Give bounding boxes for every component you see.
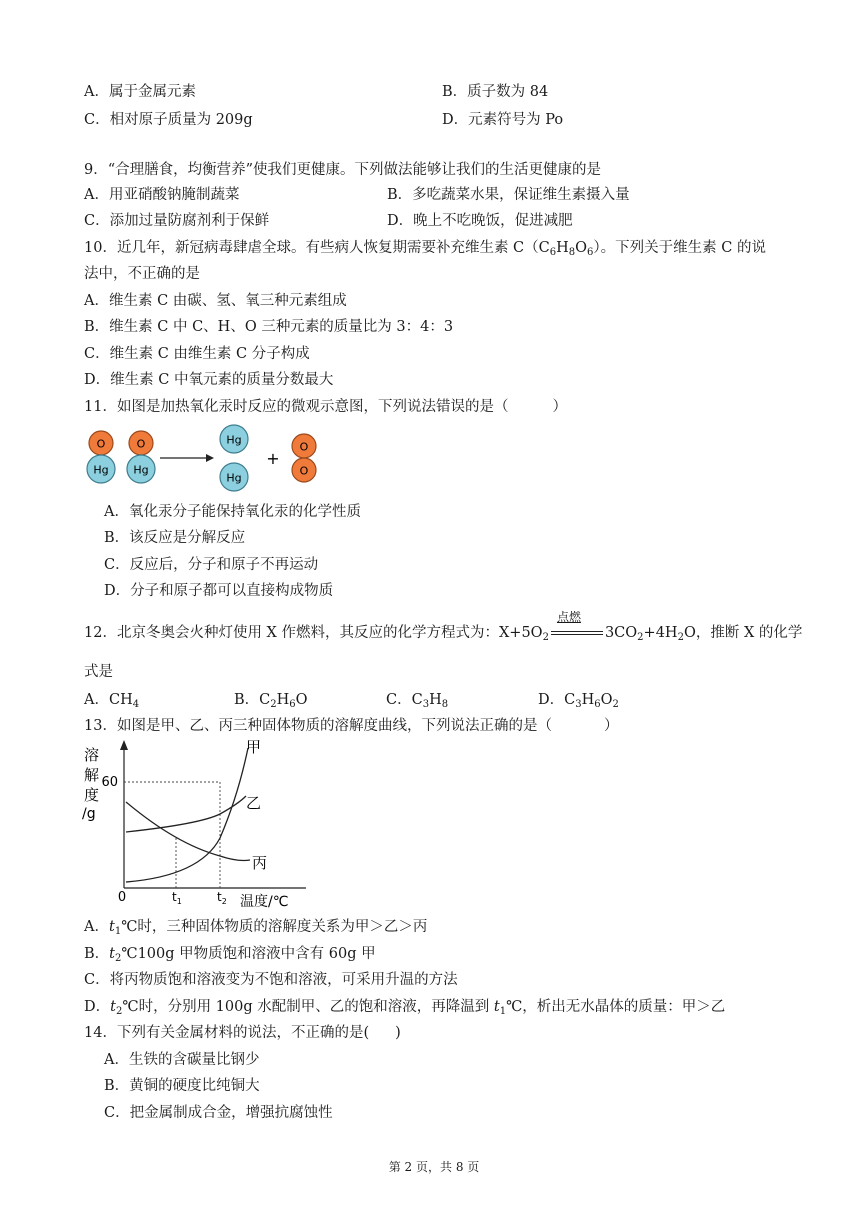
q11-option-d: D．分子和原子都可以直接构成物质 [104,583,334,599]
atom-label: O [136,437,146,451]
y-axis [120,740,128,888]
page-footer: 第 2 页，共 8 页 [388,1160,480,1174]
q11-stem: 11．如图是加热氧化汞时反应的微观示意图，下列说法错误的是（ ） [84,399,567,415]
q9-stem: 9．“合理膳食，均衡营养”使我们更健康。下列做法能够让我们的生活更健康的是 [84,162,602,178]
series-label-bing: 丙 [252,854,268,872]
q9-option-b: B．多吃蔬菜水果，保证维生素摄入量 [387,187,630,203]
q14-option-b: B．黄铜的硬度比纯铜大 [104,1078,260,1094]
q8-option-d: D．元素符号为 Po [442,112,564,128]
q12-option-a: A．$CH_4$ [84,692,140,710]
q10-stem-line1: 10．近几年，新冠病毒肆虐全球。有些病人恢复期需要补充维生素 $C(C_6H_8O_6)$。下列关于维生素 C 的说 [84,240,766,258]
atom-label: O [299,464,309,478]
q11-option-a: A．氧化汞分子能保持氧化汞的化学性质 [104,504,361,520]
atom-label: O [96,437,106,451]
q10-option-c: C．维生素 C 由维生素 C 分子构成 [84,346,310,362]
q8-option-a: A．属于金属元素 [84,84,196,100]
plus-sign: + [266,449,280,468]
q12-stem-line1: 12．北京冬奥会火种灯使用 X 作燃料，其反应的化学方程式为：$X+5O_2$ 点燃 $3CO_2+4H_2O$，推断 X 的化学 [84,610,803,643]
q9-option-a: A．用亚硝酸钠腌制蔬菜 [84,187,240,203]
q10-option-d: D．维生素 C 中氧元素的质量分数最大 [84,372,334,388]
series-line-yi [126,796,246,832]
atom-label: Hg [226,433,242,447]
q9-option-d: D．晚上不吃晚饭，促进减肥 [387,213,573,229]
q10-stem-line2: 法中，不正确的是 [84,266,200,282]
x-axis-label: 温度/℃ [240,894,289,910]
q13-option-c: C．将丙物质饱和溶液变为不饱和溶液，可采用升温的方法 [84,972,458,988]
x-tick-label-t1: $t_1$ [172,890,182,906]
q10-option-b: B．维生素 C 中 C、H、O 三种元素的质量比为 3：4：3 [84,319,454,335]
q11-option-b: B．该反应是分解反应 [104,530,246,546]
q11-reaction-diagram [80,424,340,500]
atom-label: Hg [133,463,149,477]
x-tick-label-t2: $t_2$ [217,890,227,906]
solubility-curve-chart [80,738,320,910]
q13-option-b: B．$t_2℃100g$ 甲物质饱和溶液中含有 60g 甲 [84,946,376,964]
q12-option-b: B．$C_2H_6O$ [234,692,308,710]
y-axis-label-char: 解 [84,766,100,784]
series-line-bing [126,802,250,861]
series-line-jia [126,748,248,882]
q8-option-b: B．质子数为 84 [442,84,549,100]
q14-stem: 14．下列有关金属材料的说法，不正确的是( ) [84,1025,401,1041]
reaction-arrow-icon [160,454,214,462]
y-axis-label-char: 溶 [84,746,100,764]
q13-option-d: D．$t_2℃$时，分别用 100g 水配制甲、乙的饱和溶液，再降温到 $t_1℃$，析出无水晶体的质量：甲＞乙 [84,999,726,1017]
series-label-yi: 乙 [246,794,262,812]
atom-label: Hg [93,463,109,477]
reaction-condition: 点燃 [549,623,605,643]
y-tick-label-60: 60 [101,775,118,790]
origin-label: 0 [117,890,127,905]
q12-stem-line2: 式是 [84,664,113,680]
q11-option-c: C．反应后，分子和原子不再运动 [104,557,319,573]
q12-option-d: D．$C_3H_6O_2$ [538,692,619,710]
y-axis-label-char: /g [82,806,96,822]
q8-option-c: C．相对原子质量为 209g [84,112,253,128]
y-axis-label-char: 度 [84,786,100,804]
q12-option-c: C．$C_3H_8$ [386,692,449,710]
atom-label: Hg [226,471,242,485]
q9-option-c: C．添加过量防腐剂利于保鲜 [84,213,270,229]
q14-option-a: A．生铁的含碳量比钢少 [104,1052,260,1068]
q13-stem: 13．如图是甲、乙、丙三种固体物质的溶解度曲线，下列说法正确的是（ ） [84,718,619,734]
q13-option-a: A．$t_1℃$时，三种固体物质的溶解度关系为甲＞乙＞丙 [84,919,428,937]
q14-option-c: C．把金属制成合金，增强抗腐蚀性 [104,1105,333,1121]
series-label-jia: 甲 [246,738,262,756]
q10-option-a: A．维生素 C 由碳、氢、氧三种元素组成 [84,293,347,309]
atom-label: O [299,440,309,454]
